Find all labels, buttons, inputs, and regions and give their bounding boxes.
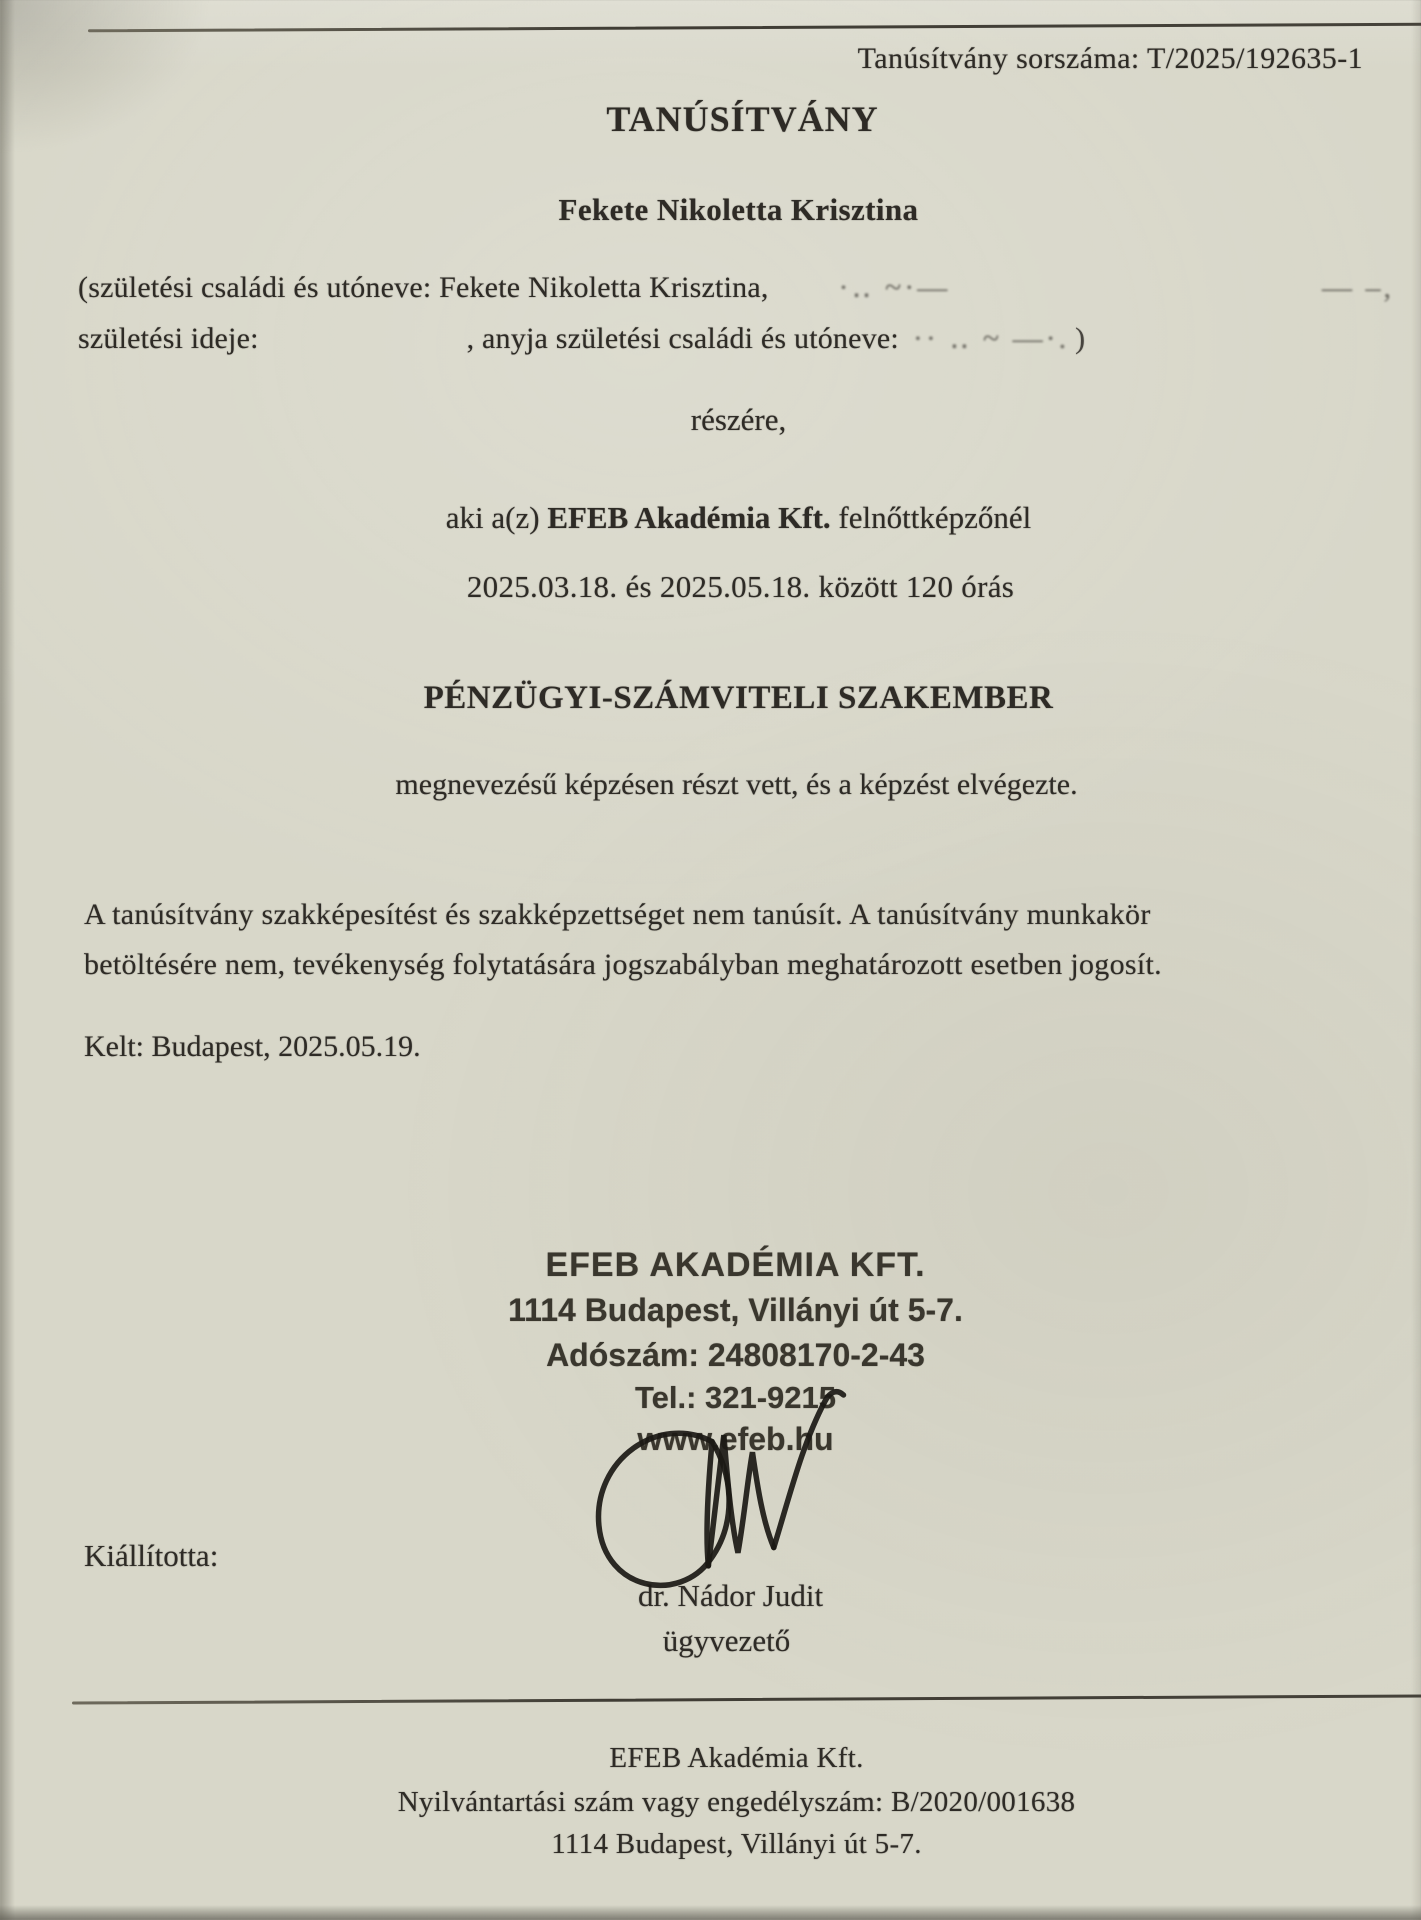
footer-divider-line bbox=[72, 1694, 1421, 1704]
legal-notice-line-1: A tanúsítvány szakképesítést és szakképzettséget nem tanúsít. A tanúsítvány munkakör bbox=[84, 898, 1151, 931]
course-completion-line: megnevezésű képzésen részt vett, és a képzést elvégezte. bbox=[395, 768, 1078, 801]
legal-notice-line-2: betöltésére nem, tevékenység folytatására jogszabályban meghatározott esetben jogosít. bbox=[84, 948, 1162, 981]
stamp-phone: Tel.: 321-9215 bbox=[634, 1380, 837, 1415]
footer-address: 1114 Budapest, Villányi út 5-7. bbox=[551, 1828, 922, 1860]
signature-stroke bbox=[704, 1434, 774, 1566]
provider-name: EFEB Akadémia Kft. bbox=[547, 500, 831, 535]
top-divider-line bbox=[88, 23, 1421, 33]
issued-by-label: Kiállította: bbox=[84, 1538, 219, 1573]
mother-name-label: , anyja születési családi és utóneve: bbox=[466, 322, 899, 355]
stamp-tax-number: Adószám: 24808170-2-43 bbox=[546, 1337, 925, 1373]
personal-data-line-2 bbox=[78, 321, 1328, 356]
handwritten-signature bbox=[538, 1384, 865, 1610]
signer-name: dr. Nádor Judit bbox=[637, 1578, 824, 1613]
provider-suffix: felnőttképzőnél bbox=[838, 500, 1032, 535]
provider-line bbox=[28, 500, 1421, 536]
signer-title: ügyvezető bbox=[662, 1623, 791, 1658]
certificate-serial-number: Tanúsítvány sorszáma: T/2025/192635-1 bbox=[857, 42, 1363, 75]
recipient-name: Fekete Nikoletta Krisztina bbox=[558, 192, 919, 227]
course-duration-line: 2025.03.18. és 2025.05.18. között 120 órás bbox=[466, 569, 1015, 604]
stamp-company-name: EFEB AKADÉMIA KFT. bbox=[545, 1246, 926, 1284]
redacted-text: — –, bbox=[1322, 271, 1394, 304]
footer-company-name: EFEB Akadémia Kft. bbox=[609, 1742, 864, 1774]
signature-stroke bbox=[768, 1391, 848, 1547]
stamp-address: 1114 Budapest, Villányi út 5-7. bbox=[508, 1292, 963, 1328]
personal-data-text: (születési családi és utóneve: Fekete Nikoletta Krisztina, bbox=[78, 271, 769, 304]
personal-data-line-1 bbox=[78, 270, 1400, 305]
footer-registration-number: Nyilvántartási szám vagy engedélyszám: B/2020/001638 bbox=[397, 1786, 1076, 1818]
stamp-website: www.efeb.hu bbox=[637, 1421, 834, 1457]
course-title: PÉNZÜGYI-SZÁMVITELI SZAKEMBER bbox=[423, 680, 1054, 716]
provider-prefix: aki a(z) bbox=[445, 500, 540, 535]
issue-date-line: Kelt: Budapest, 2025.05.19. bbox=[84, 1030, 421, 1063]
closing-parenthesis: ) bbox=[1075, 322, 1086, 355]
document-title: TANÚSÍTVÁNY bbox=[606, 99, 879, 139]
birth-date-label: születési ideje: bbox=[78, 322, 259, 355]
redacted-text: ·· ‥ ~ —·. bbox=[912, 322, 1070, 355]
redacted-text: ·‥ ~·— bbox=[838, 271, 951, 304]
reszere-line: részére, bbox=[690, 402, 787, 437]
